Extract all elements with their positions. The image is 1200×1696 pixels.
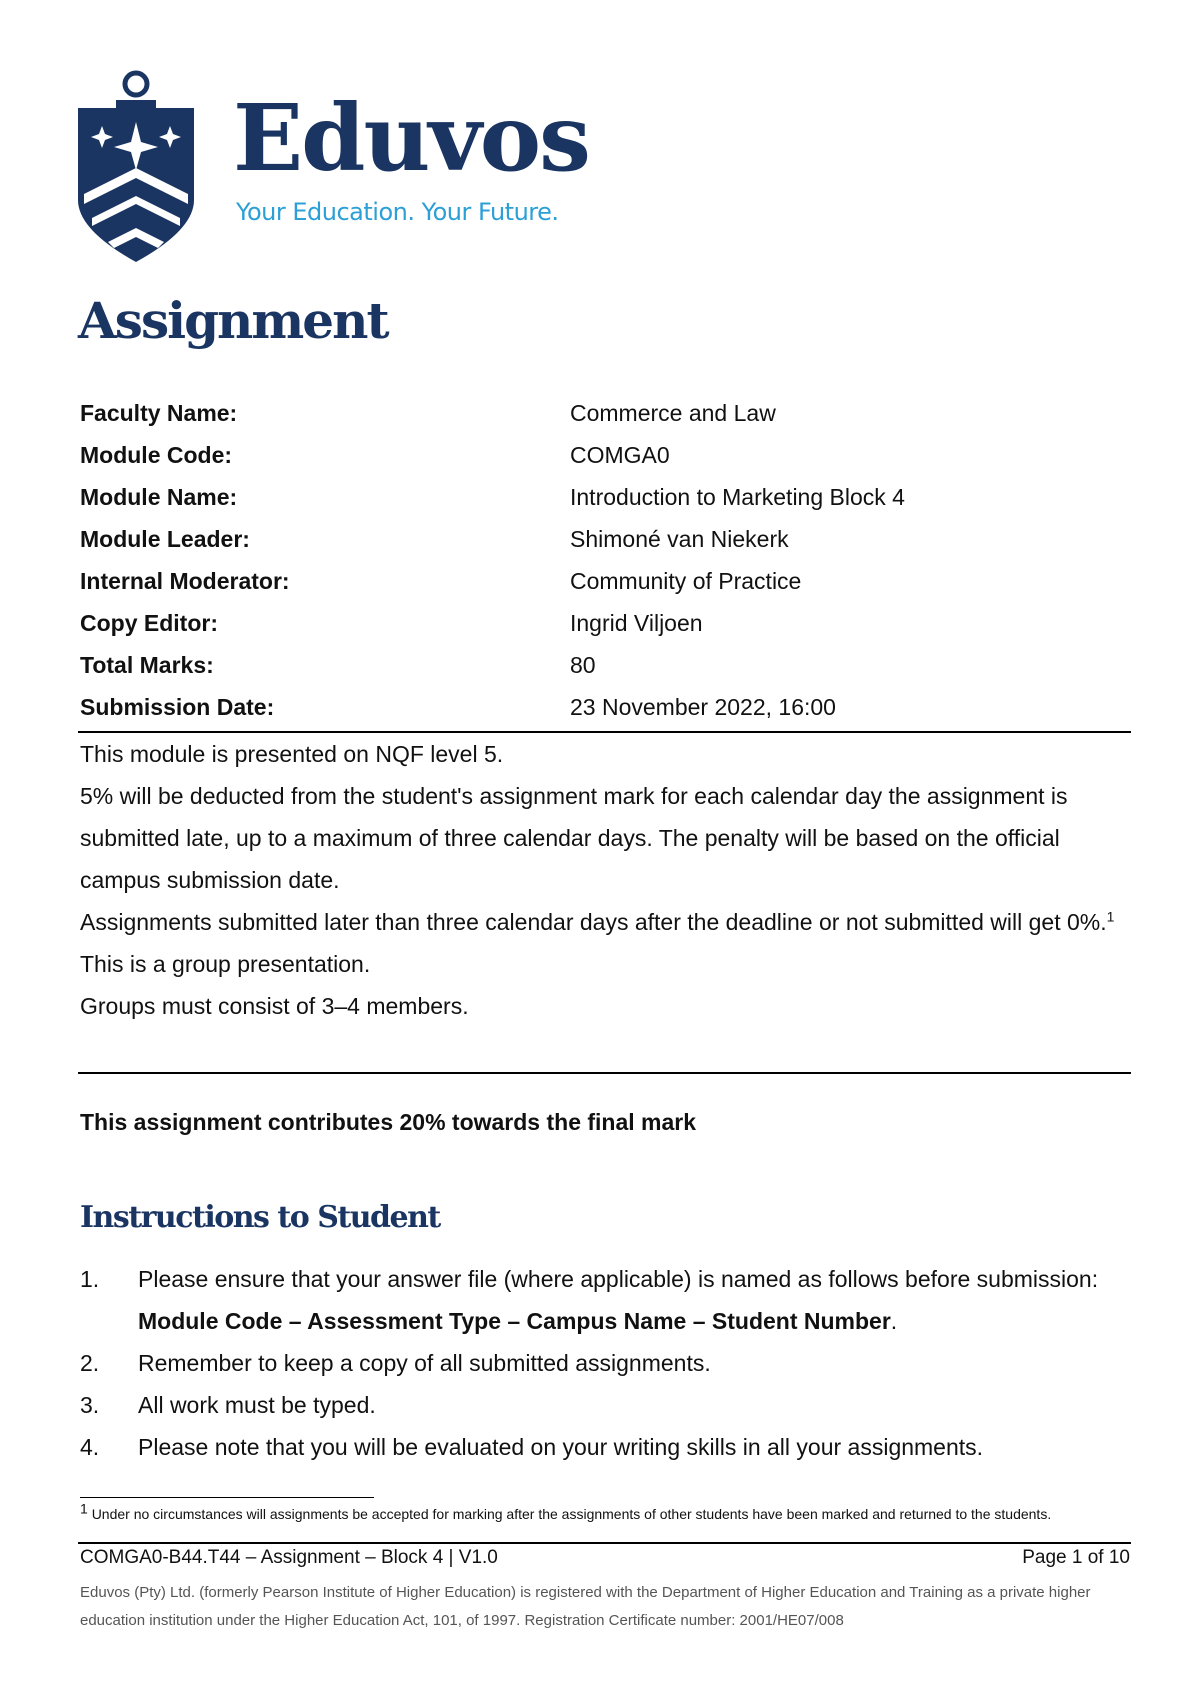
info-value: 80 — [570, 652, 596, 678]
info-label: Submission Date: — [80, 694, 275, 720]
info-label: Copy Editor: — [80, 610, 218, 636]
info-label: Module Leader: — [80, 526, 250, 552]
list-text: Remember to keep a copy of all submitted assignments. — [138, 1350, 711, 1376]
brand-name: Eduvos — [233, 84, 589, 192]
footnote-text: Under no circumstances will assignments be accepted for marking after the assignments of other students have been marked and returned to the students. — [91, 1506, 1052, 1522]
page-number: Page 1 of 10 — [1022, 1547, 1130, 1568]
info-value: COMGA0 — [570, 442, 670, 468]
info-row-moderator — [80, 560, 1130, 602]
note-members: Groups must consist of 3–4 members. — [80, 993, 469, 1019]
info-row-faculty — [80, 392, 1130, 434]
info-label: Module Code: — [80, 442, 233, 468]
info-value: Introduction to Marketing Block 4 — [570, 484, 905, 510]
note-group: This is a group presentation. — [80, 951, 371, 977]
list-number: 4. — [80, 1434, 100, 1460]
note-nqf: This module is presented on NQF level 5. — [80, 741, 504, 767]
eduvos-logo — [78, 70, 598, 270]
list-item — [80, 1342, 1130, 1384]
list-item — [80, 1384, 1130, 1426]
instructions-list — [80, 1258, 1130, 1468]
info-value: 23 November 2022, 16:00 — [570, 694, 836, 720]
info-row-copy-editor — [80, 602, 1130, 644]
footnote-ref[interactable]: 1 — [1106, 908, 1115, 925]
assignment-notes — [80, 733, 1130, 1027]
list-number: 1. — [80, 1266, 100, 1292]
info-value: Commerce and Law — [570, 400, 776, 426]
info-row-module-name — [80, 476, 1130, 518]
info-value: Community of Practice — [570, 568, 802, 594]
note-late-text: Assignments submitted later than three calendar days after the deadline or not submitted will get 0%. — [80, 909, 1107, 935]
contribution-statement: This assignment contributes 20% towards the final mark — [80, 1109, 697, 1135]
footnote-number: 1 — [80, 1500, 88, 1517]
list-text-bold: Module Code – Assessment Type – Campus Name – Student Number — [138, 1308, 891, 1334]
instructions-heading: Instructions to Student — [80, 1200, 440, 1235]
list-text-tail: . — [890, 1308, 898, 1334]
info-row-module-code — [80, 434, 1130, 476]
info-value: Shimoné van Niekerk — [570, 526, 789, 552]
info-row-module-leader — [80, 518, 1130, 560]
footnote-separator — [80, 1497, 374, 1498]
list-number: 3. — [80, 1392, 100, 1418]
crest-icon — [78, 70, 196, 266]
note-penalty: 5% will be deducted from the student's assignment mark for each calendar day the assignment is submitted late, up to a maximum of three calendar days. The penalty will be based on the official campus submission date. — [80, 783, 1068, 893]
note-late — [80, 901, 1130, 943]
info-label: Internal Moderator: — [80, 568, 290, 594]
info-value: Ingrid Viljoen — [570, 610, 703, 636]
info-label: Faculty Name: — [80, 400, 238, 426]
info-row-total-marks — [80, 644, 1130, 686]
brand-tagline: Your Education. Your Future. — [236, 198, 559, 226]
footnote — [80, 1500, 1130, 1523]
legal-notice: Eduvos (Pty) Ltd. (formerly Pearson Institute of Higher Education) is registered with the Department of Higher Education and Training as a private higher education institution under the Higher Education Act, 101, of 1997. Registration Certificate number: 2001/HE07/008 — [80, 1584, 1091, 1629]
document-title: Assignment — [78, 291, 388, 350]
list-item — [80, 1426, 1130, 1468]
document-reference: COMGA0-B44.T44 – Assignment – Block 4 | V1.0 — [80, 1547, 498, 1568]
footer-divider — [78, 1542, 1131, 1544]
list-text: Please note that you will be evaluated on your writing skills in all your assignments. — [138, 1434, 984, 1460]
list-text: Please ensure that your answer file (where applicable) is named as follows before submission: — [138, 1266, 1099, 1292]
info-label: Module Name: — [80, 484, 238, 510]
info-label: Total Marks: — [80, 652, 214, 678]
info-row-submission-date — [80, 686, 1130, 728]
info-table — [80, 392, 1130, 728]
list-text: All work must be typed. — [138, 1392, 376, 1418]
divider — [78, 1072, 1131, 1074]
list-number: 2. — [80, 1350, 100, 1376]
list-item — [80, 1258, 1130, 1342]
